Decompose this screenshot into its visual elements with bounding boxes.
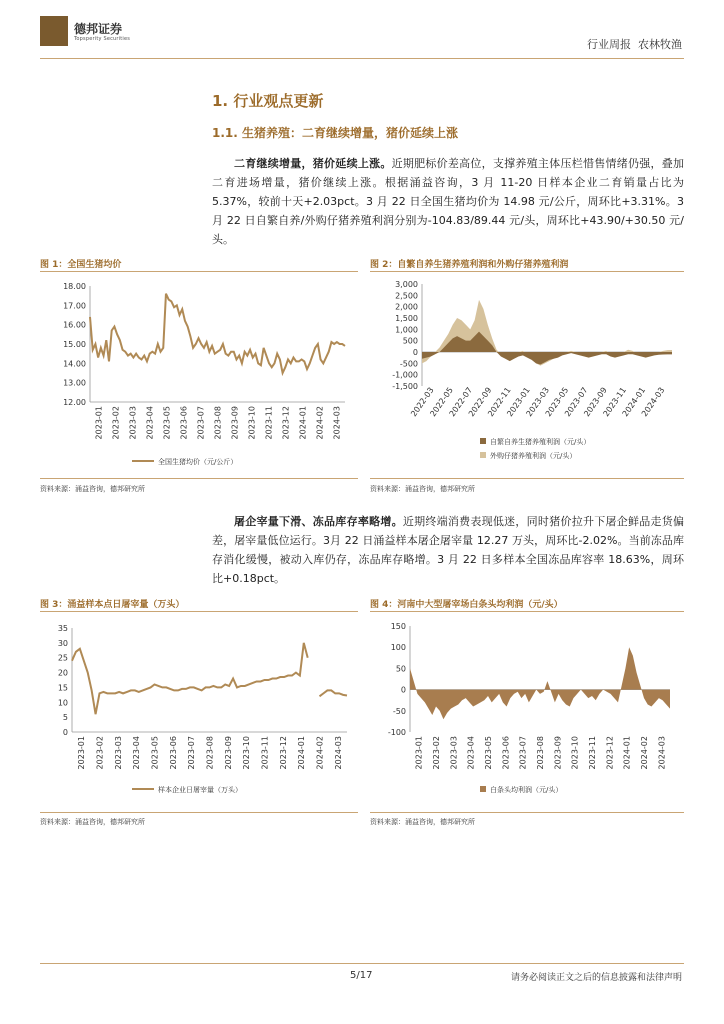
logo-subtitle: Topsperity Securities [74,36,131,42]
x-tick-label: 2023-10 [247,406,257,440]
sector-name: 农林牧渔 [638,38,682,51]
x-tick-label: 2023-07 [563,385,590,419]
x-tick-label: 2023-12 [281,406,291,440]
paragraph-body: 近期终端消费表现低迷，同时猪价拉升下屠企鲜品走货偏差，屠宰量低位运行。3月 22 日涌益样本屠企屠宰量 12.27 万头，周环比-2.02%。当前冻品库存消化缓慢，被动入库仍存，冻品库存略增。3 月 22 日多样本全国冻品库容率 18.63%，周环比+0.18pct。 [212,515,685,585]
y-tick-label: 0 [412,348,418,357]
figure-3-title: 图 3：涌益样本点日屠宰量（万头） [40,600,185,610]
legend-swatch [480,786,486,792]
x-tick-label: 2024-02 [315,406,325,440]
legend-label: 样本企业日屠宰量（万头） [158,786,242,794]
x-tick-label: 2023-04 [145,406,155,440]
y-tick-label: 14.00 [63,359,86,369]
legend-label: 白条头均利润（元/头） [490,786,563,794]
x-tick-label: 2023-10 [570,736,580,770]
x-tick-label: 2023-01 [77,736,87,770]
x-tick-label: 2023-08 [205,736,215,770]
x-tick-label: 2023-08 [213,406,223,440]
x-tick-label: 2023-07 [187,736,197,770]
chart-4 [370,616,684,810]
y-tick-label: 500 [402,336,418,346]
figure-1-title: 图 1：全国生猪均价 [40,260,122,270]
paragraph-lead: 二育继续增量，猪价延续上涨。 [234,157,392,170]
x-tick-label: 2023-12 [278,736,288,770]
x-tick-label: 2024-02 [640,736,649,770]
x-tick-label: 2023-09 [582,385,609,419]
x-tick-label: 2024-03 [657,736,667,770]
y-tick-label: 150 [390,622,406,631]
logo-name: 德邦证券 [74,22,123,36]
y-tick-label: 17.00 [63,301,86,311]
x-tick-label: 2023-07 [196,406,206,440]
x-tick-label: 2023-03 [128,406,138,440]
y-tick-label: 35 [57,624,68,633]
figure-1-source: 资料来源：涌益咨询，德邦研究所 [40,485,145,493]
y-tick-label: 2,500 [395,291,418,301]
y-tick-label: 0 [62,728,68,737]
legend-swatch [480,452,486,458]
figure-3-source: 资料来源：涌益咨询，德邦研究所 [40,818,145,826]
x-tick-label: 2022-03 [409,385,436,419]
x-tick-label: 2023-06 [501,736,511,770]
legend-swatch [480,438,486,444]
x-tick-label: 2022-11 [486,385,513,419]
y-tick-label: 30 [57,638,68,648]
chart-2 [370,276,684,474]
y-tick-label: 3,000 [395,280,418,289]
x-tick-label: 2023-09 [553,736,563,770]
x-tick-label: 2023-02 [95,736,105,770]
x-tick-label: 2023-09 [230,406,240,440]
figure-2-source: 资料来源：涌益咨询，德邦研究所 [370,485,475,493]
section-heading: 1. 行业观点更新 [212,92,324,110]
x-tick-label: 2023-01 [414,736,424,770]
x-tick-label: 2024-01 [622,736,632,770]
legend-label: 外购仔猪养殖利润（元/头） [490,452,577,460]
x-tick-label: 2023-11 [588,736,597,770]
y-tick-label: 20 [57,668,68,678]
figure-2-rule [370,271,684,272]
paragraph-hog-prices [212,154,684,249]
y-tick-label: 10 [57,698,68,708]
x-tick-label: 2024-02 [315,736,325,770]
x-tick-label: 2024-03 [333,736,343,770]
subsection-heading: 1.1. 生猪养殖：二育继续增量，猪价延续上涨 [212,126,458,140]
report-type: 行业周报 [587,38,631,51]
x-tick-label: 2023-10 [242,736,252,770]
y-tick-label: -1,500 [392,382,418,391]
source-3-rule [40,812,358,813]
y-tick-label: 16.00 [63,320,86,330]
y-tick-label: 100 [390,643,406,653]
figure-4-title: 图 4：河南中大型屠宰场白条头均利润（元/头） [370,600,563,610]
y-tick-label: 0 [400,685,406,695]
x-tick-label: 2022-05 [428,385,455,419]
x-tick-label: 2023-05 [543,385,571,419]
x-tick-label: 2023-12 [605,736,615,770]
x-tick-label: 2023-11 [260,736,270,770]
x-tick-label: 2024-03 [639,385,667,419]
x-tick-label: 2023-04 [132,736,142,770]
figure-4-source: 资料来源：涌益咨询，德邦研究所 [370,818,475,826]
y-tick-label: 18.00 [63,282,86,291]
paragraph-lead: 屠企宰量下滑、冻品库存率略增。 [234,515,403,528]
x-tick-label: 2023-06 [179,406,189,440]
figure-4-rule [370,611,684,612]
y-tick-label: 5 [62,713,68,723]
x-tick-label: 2023-11 [264,406,274,440]
x-tick-label: 2024-03 [332,406,342,440]
x-tick-label: 2024-01 [298,406,308,440]
x-tick-label: 2023-06 [168,736,178,770]
series-line-0 [72,643,347,714]
x-tick-label: 2022-07 [447,385,475,419]
y-tick-label: 50 [395,664,406,674]
logo-icon [40,16,68,46]
y-tick-label: 15.00 [63,340,86,349]
x-tick-label: 2023-01 [94,406,104,440]
source-4-rule [370,812,684,813]
y-tick-label: 13.00 [63,378,86,388]
x-tick-label: 2023-09 [223,736,233,770]
x-tick-label: 2023-05 [150,736,160,770]
x-tick-label: 2024-01 [620,385,648,419]
series-line-0 [90,294,345,373]
x-tick-label: 2023-02 [432,736,441,770]
chart-3 [40,616,358,810]
y-tick-label: 12.00 [63,398,86,407]
figure-2-title: 图 2：自繁自养生猪养殖利润和外购仔猪养殖利润 [370,260,569,270]
y-tick-label: -1,000 [392,370,418,380]
source-1-rule [40,478,358,479]
x-tick-label: 2023-05 [484,736,493,770]
x-tick-label: 2023-07 [518,736,528,770]
paragraph-slaughter [212,512,684,588]
y-tick-label: 15 [57,683,68,693]
x-tick-label: 2023-01 [505,385,532,419]
figure-3-rule [40,611,358,612]
footer-divider [40,963,684,964]
x-tick-label: 2024-01 [297,736,307,770]
y-tick-label: 2,000 [395,302,418,312]
x-tick-label: 2023-03 [113,736,123,770]
x-tick-label: 2023-04 [466,736,476,770]
x-tick-label: 2023-08 [536,736,545,770]
paragraph-body: 近期肥标价差高位，支撑养殖主体压栏惜售情绪仍强，叠加二育进场增量，猪价继续上涨。根据涌益咨询，3 月 11-20 日样本企业二育销量占比为 5.37%，较前十天+2.03pct。3 月 22 日全国生猪均价为 14.98 元/公斤，周环比+3.31%。3 月 22 日自繁自养/外购仔猪养殖利润分别为-104.83/89.44 元/头，周环比+43.90/+30.50 元/头。 [212,157,685,246]
x-tick-label: 2023-02 [111,406,121,440]
y-tick-label: 1,000 [395,325,418,335]
x-tick-label: 2023-03 [449,736,459,770]
y-tick-label: 1,500 [395,314,418,323]
y-tick-label: -100 [387,728,406,737]
y-tick-label: -500 [399,359,418,369]
y-tick-label: 25 [57,653,68,663]
legend-label: 全国生猪均价（元/公斤） [158,458,238,466]
company-logo [40,16,180,50]
figure-1-rule [40,271,358,272]
x-tick-label: 2023-11 [601,385,629,419]
chart-1 [40,276,358,474]
legend-label: 自繁自养生猪养殖利润（元/头） [490,438,591,446]
page-number: 5/17 [350,970,373,981]
x-tick-label: 2023-05 [162,406,172,440]
series-area-0 [410,647,670,719]
report-category [587,36,682,52]
x-tick-label: 2022-09 [466,385,494,419]
y-tick-label: -50 [392,706,406,716]
source-2-rule [370,478,684,479]
disclaimer: 请务必阅读正文之后的信息披露和法律声明 [510,973,682,983]
x-tick-label: 2023-03 [524,385,552,419]
header-divider [40,58,684,59]
